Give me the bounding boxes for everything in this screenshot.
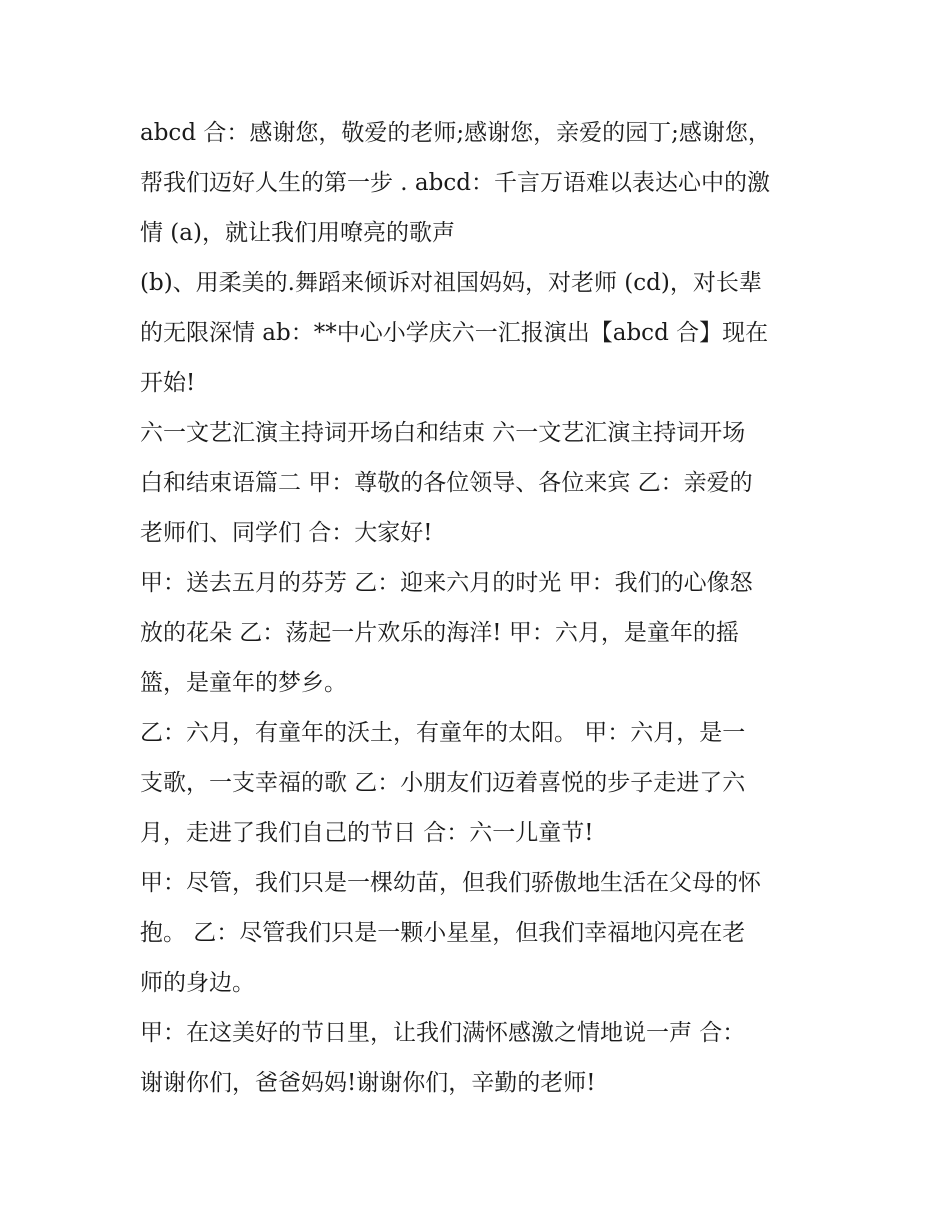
text-line: 甲：送去五月的芬芳 乙：迎来六月的时光 甲：我们的心像怒	[140, 570, 753, 596]
text-line: 六一文艺汇演主持词开场白和结束 六一文艺汇演主持词开场	[140, 420, 746, 446]
text-line: 支歌，一支幸福的歌 乙：小朋友们迈着喜悦的步子走进了六	[140, 770, 746, 796]
text-line: 谢谢你们，爸爸妈妈!谢谢你们，辛勤的老师!	[140, 1070, 596, 1096]
text-line: 老师们、同学们 合：大家好!	[140, 520, 433, 546]
text-line: 放的花朵 乙：荡起一片欢乐的海洋! 甲：六月，是童年的摇	[140, 620, 739, 646]
text-line: (b)、用柔美的.舞蹈来倾诉对祖国妈妈，对老师 (cd)，对长辈	[140, 270, 762, 296]
text-line: 白和结束语篇二 甲：尊敬的各位领导、各位来宾 乙：亲爱的	[140, 470, 753, 496]
text-line: 甲：尽管，我们只是一棵幼苗，但我们骄傲地生活在父母的怀	[140, 870, 761, 896]
text-line: 抱。 乙：尽管我们只是一颗小星星，但我们幸福地闪亮在老	[140, 920, 746, 946]
text-line: 情 (a)，就让我们用嘹亮的歌声	[140, 220, 455, 246]
text-line: 的无限深情 ab：**中心小学庆六一汇报演出【abcd 合】现在	[140, 320, 769, 346]
text-line: 甲：在这美好的节日里，让我们满怀感激之情地说一声 合：	[140, 1020, 746, 1046]
text-line: 乙：六月，有童年的沃土，有童年的太阳。 甲：六月，是一	[140, 720, 746, 746]
text-line: 师的身边。	[140, 970, 255, 996]
document-body	[140, 108, 820, 1108]
text-line: 开始!	[140, 370, 196, 396]
text-line: 帮我们迈好人生的第一步 . abcd：千言万语难以表达心中的激	[140, 170, 770, 196]
text-line: 月，走进了我们自己的节日 合：六一儿童节!	[140, 820, 594, 846]
text-line: abcd 合：感谢您，敬爱的老师;感谢您，亲爱的园丁;感谢您，	[140, 120, 771, 146]
text-line: 篮，是童年的梦乡。	[140, 670, 347, 696]
